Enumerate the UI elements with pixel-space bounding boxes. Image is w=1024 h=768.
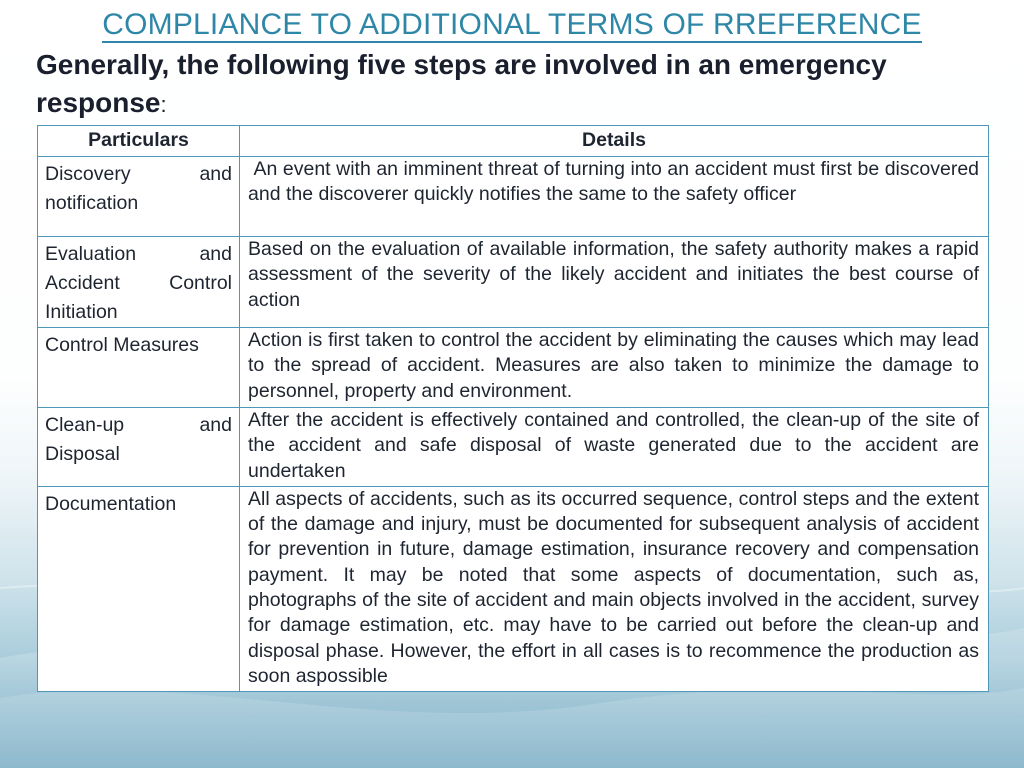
emergency-steps-table [37,125,989,692]
intro-colon: : [160,92,167,117]
table-row [38,237,989,328]
detail-cell: All aspects of accidents, such as its occurred sequence, control steps and the extent of the damage and injury, must be documented for subsequent analysis of accident for prevention in future, damage estimation, insurance recovery and compensation payment. It may be noted that some aspects of documentation, such as, photographs of the site of accident and main objects involved in the accident, survey for damage estimation, etc. may have to be carried out before the clean-up and disposal phase. However, the effort in all cases is to recommence the production as soon aspossible [240,486,989,691]
table-row [38,157,989,237]
detail-cell: An event with an imminent threat of turning into an accident must first be discovered and the discoverer quickly notifies the same to the safety officer [240,157,989,237]
detail-cell: Based on the evaluation of available information, the safety authority makes a rapid assessment of the severity of the likely accident and initiates the best course of action [240,237,989,328]
table-header-row [38,126,989,157]
particular-cell: Evaluation and Accident Control Initiation [38,237,240,328]
particular-cell: Clean-up and Disposal [38,408,240,487]
intro-text [36,46,996,124]
particular-cell: Control Measures [38,328,240,408]
slide-title-text: COMPLIANCE TO ADDITIONAL TERMS OF RREFERENCE [102,8,922,41]
slide-title [0,8,1024,42]
particular-cell: Documentation [38,486,240,691]
header-particulars: Particulars [38,126,240,157]
intro-bold-text: Generally, the following five steps are involved in an emergency response [36,49,887,118]
particular-cell: Discovery and notification [38,157,240,237]
header-details: Details [240,126,989,157]
table-row [38,328,989,408]
table-row [38,408,989,487]
detail-cell: Action is first taken to control the accident by eliminating the causes which may lead to the spread of accident. Measures are also taken to minimize the damage to personnel, property and environment. [240,328,989,408]
detail-cell: After the accident is effectively contained and controlled, the clean-up of the site of the accident and safe disposal of waste generated due to the accident are undertaken [240,408,989,487]
table-row [38,486,989,691]
